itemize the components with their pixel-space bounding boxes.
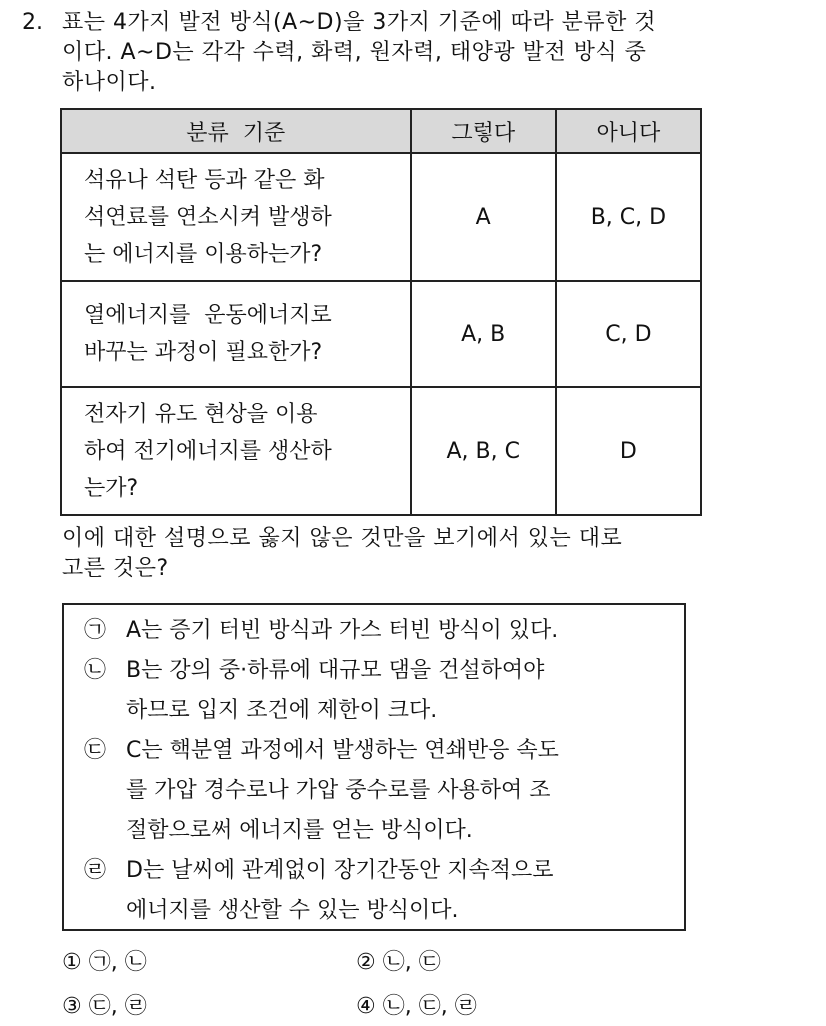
no-cell: B, C, D (556, 153, 701, 281)
option-mark: ㉣ (84, 858, 107, 883)
criterion-cell (61, 281, 411, 387)
option-item (84, 731, 559, 851)
sub-question-line: 고른 것은? (62, 556, 169, 581)
criterion-line: 전자기 유도 현상을 이용 (84, 401, 318, 427)
choice-2[interactable] (356, 948, 441, 978)
choice-4[interactable] (356, 992, 477, 1022)
classification-table (60, 108, 702, 516)
question-line: 하나이다. (62, 70, 157, 95)
option-mark: ㉢ (84, 738, 107, 763)
criterion-line: 하여 전기에너지를 생산하 (84, 438, 332, 464)
choice-number: ③ (62, 994, 82, 1019)
option-line: C는 핵분열 과정에서 발생하는 연쇄반응 속도 (126, 738, 559, 763)
criterion-line: 석유나 석탄 등과 같은 화 (84, 167, 325, 193)
criterion-line: 열에너지를 운동에너지로 (84, 303, 332, 328)
option-item (84, 651, 544, 731)
choice-1[interactable] (62, 948, 147, 978)
header-criterion: 분류 기준 (61, 109, 411, 153)
yes-cell: A, B, C (411, 387, 556, 515)
choice-text: ㉡, ㉢ (382, 950, 441, 975)
option-line: 를 가압 경수로나 가압 중수로를 사용하여 조 (126, 778, 551, 803)
question-line: 표는 4가지 발전 방식(A~D)을 3가지 기준에 따라 분류한 것 (62, 10, 657, 35)
table-header-row (61, 109, 701, 153)
header-yes: 그렇다 (411, 109, 556, 153)
choice-text: ㉢, ㉣ (88, 994, 147, 1019)
option-item (84, 611, 558, 651)
table-row (61, 387, 701, 515)
option-line: D는 날씨에 관계없이 장기간동안 지속적으로 (126, 858, 554, 883)
no-cell: C, D (556, 281, 701, 387)
question-number: 2. (22, 10, 43, 35)
criterion-line: 석연료를 연소시켜 발생하 (84, 204, 332, 230)
criterion-line: 는가? (84, 475, 139, 501)
no-cell: D (556, 387, 701, 515)
option-line: A는 증기 터빈 방식과 가스 터빈 방식이 있다. (126, 618, 559, 643)
choice-number: ④ (356, 994, 376, 1019)
choice-number: ② (356, 950, 376, 975)
option-line: B는 강의 중·하류에 대규모 댐을 건설하여야 (126, 658, 545, 683)
option-line: 하므로 입지 조건에 제한이 크다. (126, 698, 438, 723)
choice-3[interactable] (62, 992, 147, 1022)
question-text (62, 8, 762, 98)
options-box (62, 603, 686, 931)
sub-question-line: 이에 대한 설명으로 옳지 않은 것만을 보기에서 있는 대로 (62, 526, 623, 551)
option-line: 절함으로써 에너지를 얻는 방식이다. (126, 818, 473, 843)
criterion-line: 바꾸는 과정이 필요한가? (84, 340, 323, 365)
criterion-line: 는 에너지를 이용하는가? (84, 241, 323, 267)
sub-question (62, 524, 622, 584)
question-line: 이다. A~D는 각각 수력, 화력, 원자력, 태양광 발전 방식 중 (62, 40, 647, 65)
table-row (61, 281, 701, 387)
option-line: 에너지를 생산할 수 있는 방식이다. (126, 898, 459, 923)
yes-cell: A, B (411, 281, 556, 387)
choice-number: ① (62, 950, 82, 975)
option-mark: ㉡ (84, 658, 107, 683)
option-item (84, 851, 553, 931)
criterion-cell (61, 153, 411, 281)
yes-cell: A (411, 153, 556, 281)
table-row (61, 153, 701, 281)
option-mark: ㉠ (84, 618, 107, 643)
criterion-cell (61, 387, 411, 515)
choice-text: ㉠, ㉡ (88, 950, 147, 975)
header-no: 아니다 (556, 109, 701, 153)
choice-text: ㉡, ㉢, ㉣ (382, 994, 477, 1019)
